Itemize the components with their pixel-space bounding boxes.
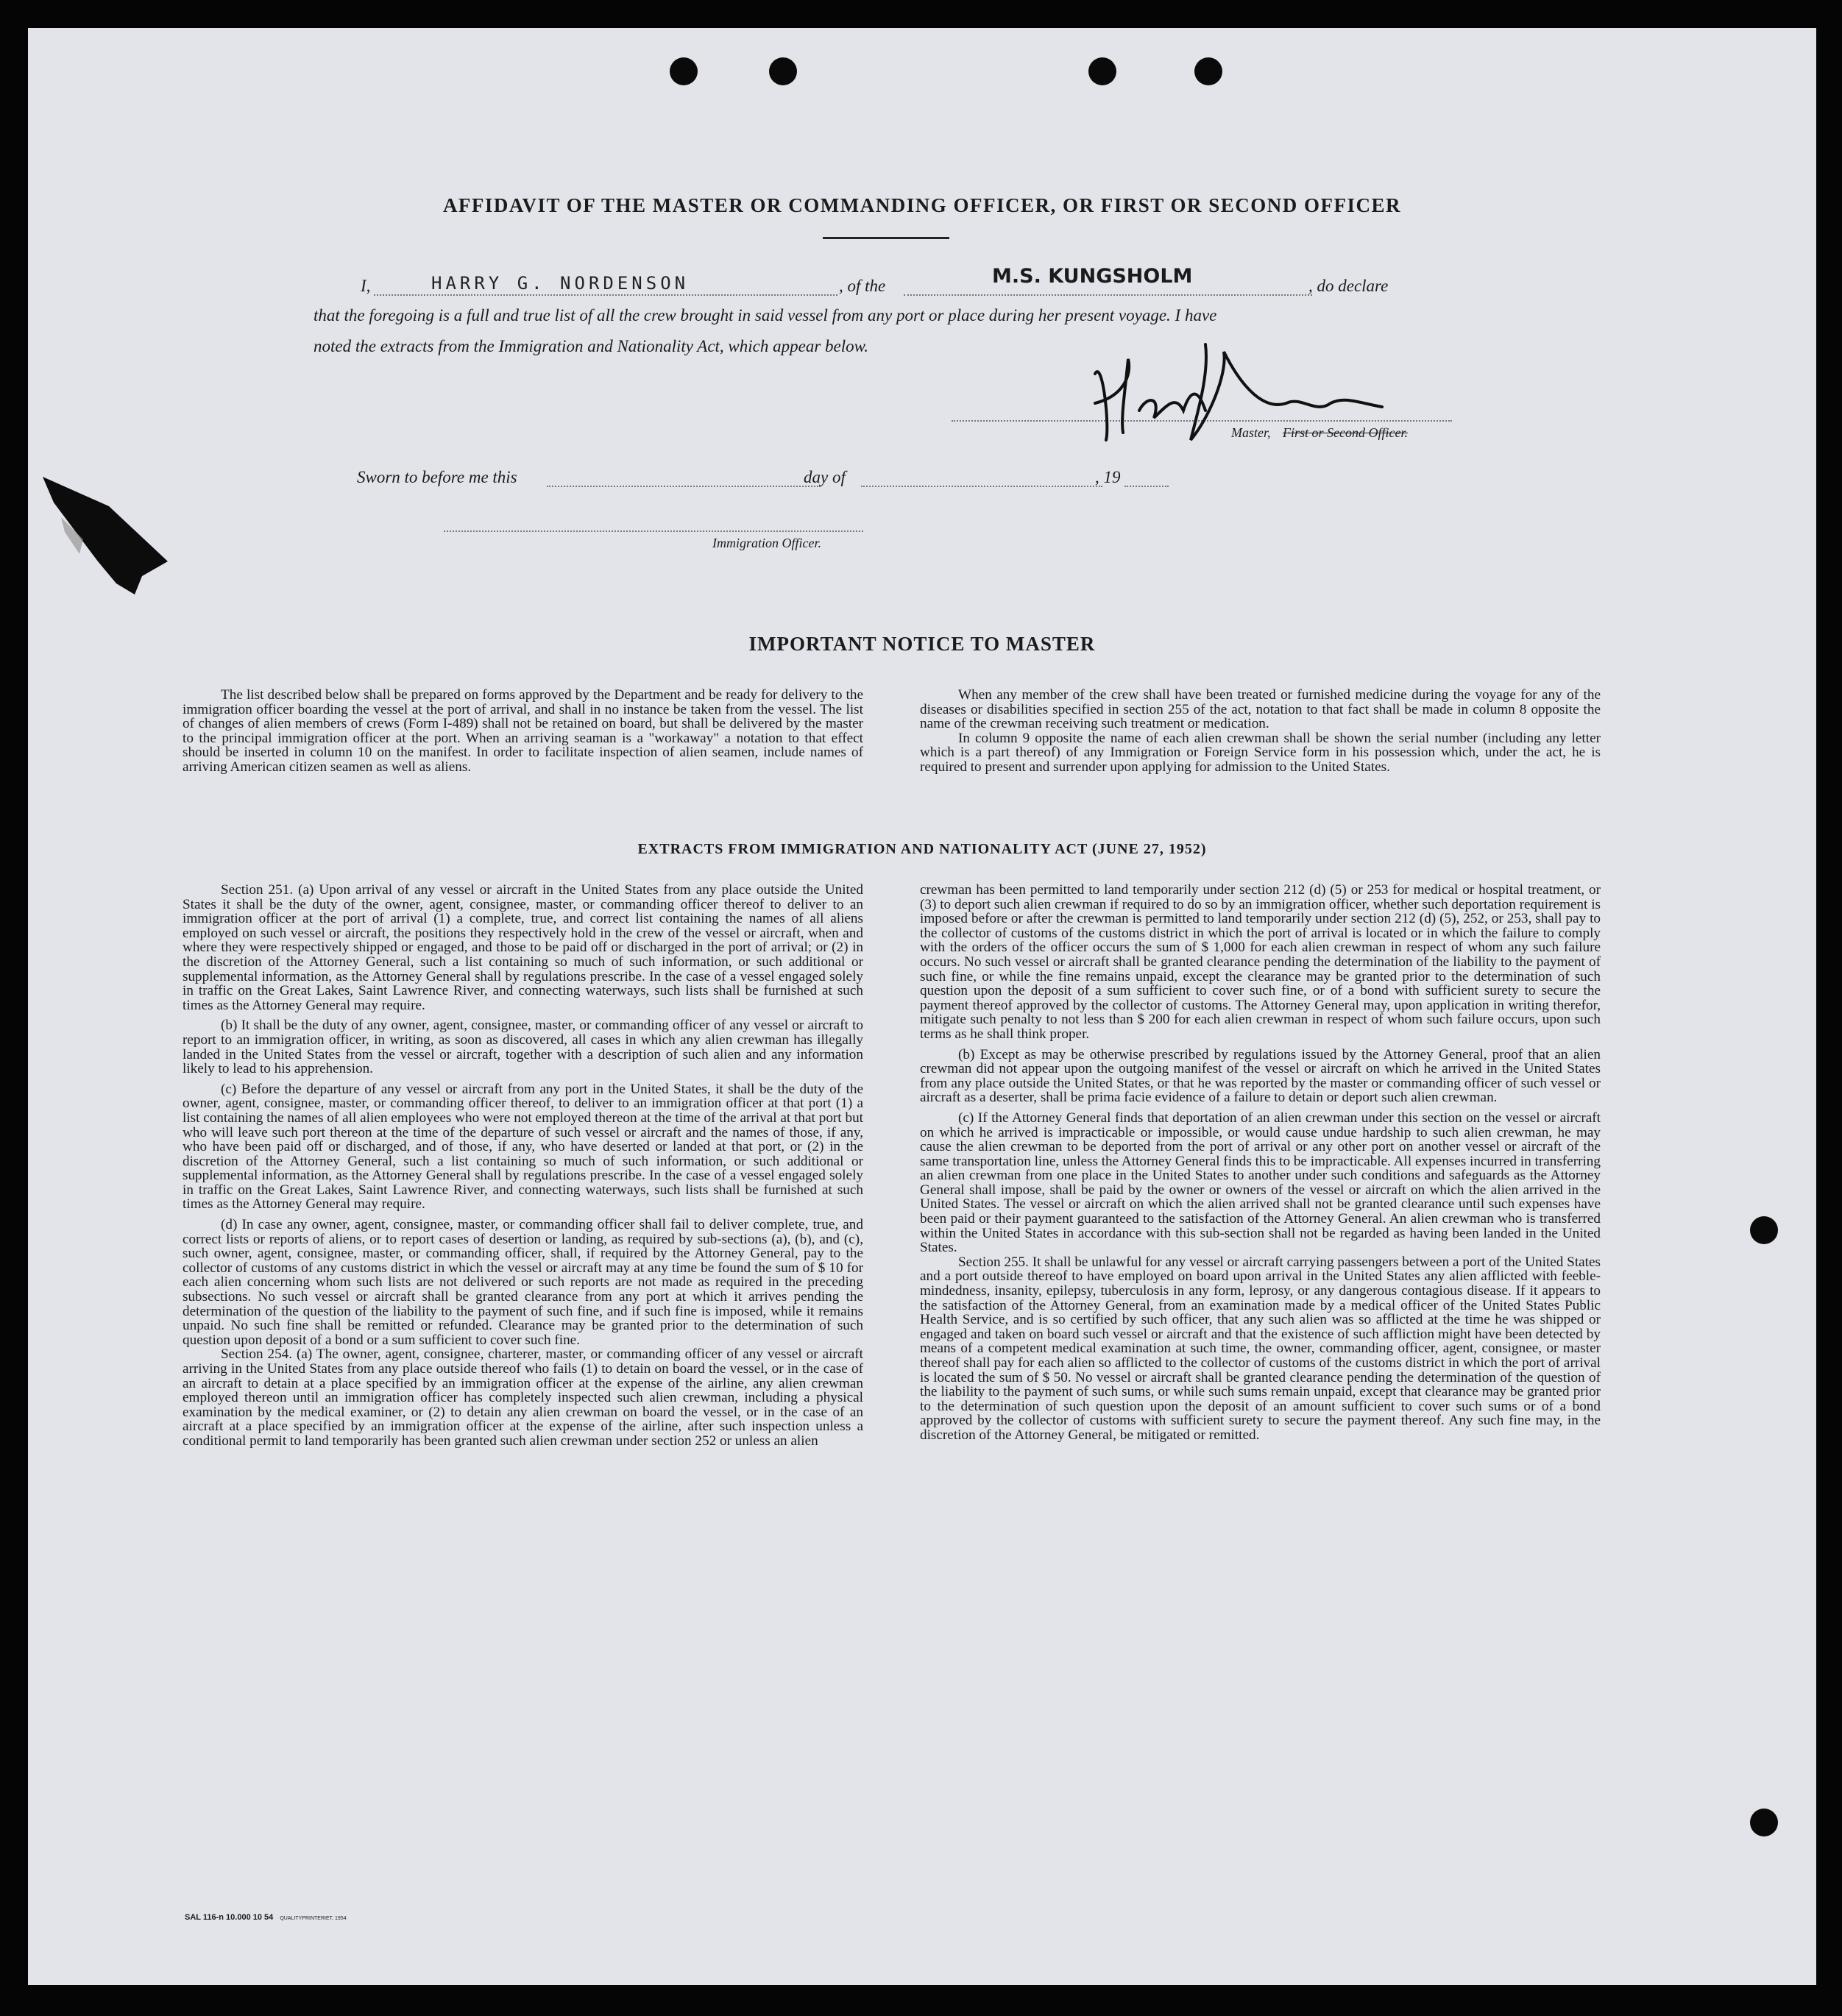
section-254-c: (c) If the Attorney General finds that deportation of an alien crewman under this section on the vessel or aircraft on which he arrived is impracticable or impossible, or would cause undue hardship to such alien crewman, he may cause the alien crewman to be deported from the port of arrival or any other port on another vessel or aircraft of the same transportation line, unless the Attorney General finds this to be impracticable. All expenses incurred in transferring an alien crewman from one place in the United States to another under such conditions and safeguards as the Attorney General shall impose, shall be paid by the owner or owners of the vessel or aircraft on which the alien arrived in the United States. The vessel or aircraft on which the alien arrived shall not be granted clearance until such expenses have been paid or their payment guaranteed to the satisfaction of the Attorney General. An alien crewman who is transferred within the United States in accordance with this sub-section shall not be regarded as having been landed in the United States. xyxy=(920,1110,1601,1256)
affidavit-title: AFFIDAVIT OF THE MASTER OR COMMANDING OFFICER, OR FIRST OR SECOND OFFICER xyxy=(442,194,1402,216)
form-id xyxy=(185,1913,347,1922)
extracts-left-column xyxy=(183,883,863,1449)
section-255: Section 255. It shall be unlawful for any vessel or aircraft carrying passengers between a port of the United States and a port outside thereof to have employed on board upon arrival in the United States any alien afflicted with feeble-mindedness, insanity, epilepsy, tuberculosis in any form, leprosy, or any dangerous contagious disease. If it appears to the satisfaction of the Attorney General, from an examination made by a medical officer of the United States Public Health Service, and is so certified by such officer, that any such alien was so afflicted at the time he was shipped or engaged and taken on board such vessel or aircraft and that the existence of such affliction might have been detected by means of a competent medical examination at such time, the owner, commanding officer, agent, consignee, or master thereof shall pay for each alien so afflicted to the collector of customs of the customs district in which the port of arrival is located the sum of $ 50. No vessel or aircraft shall be granted clearance pending the determination of the question of the liability to the payment of such sums, or while such sums remain unpaid, except that clearance may be granted prior to the determination of such question upon the deposit of an amount sufficient to cover such sums or of a bond approved by the collector of customs with sufficient surety to secure the payment thereof. Any such fine may, in the discretion of the Attorney General, be mitigated or remitted. xyxy=(920,1254,1601,1443)
notice-title: IMPORTANT NOTICE TO MASTER xyxy=(748,633,1096,655)
section-251-a: Section 251. (a) Upon arrival of any vessel or aircraft in the United States from any place outside the United States it shall be the duty of the owner, agent, consignee, master, or commanding officer thereof to deliver to an immigration officer at the port of arrival (1) a complete, true, and correct list containing the names of all aliens employed on such vessel or aircraft, the positions they respectively hold in the crew of the vessel or aircraft, when and where they were respectively shipped or engaged, and those to be paid off or discharged in the port of arrival; or (2) in the discretion of the Attorney General, such a list containing so much of such information, or such additional or supplemental information, as the Attorney General shall by regulations prescribe. In the case of a vessel engaged solely in traffic on the Great Lakes, Saint Lawrence River, and connecting waterways, such lists shall be furnished at such times as the Attorney General may require. xyxy=(183,882,863,1013)
punch-hole xyxy=(1088,57,1116,85)
notice-right-text-1: When any member of the crew shall have been treated or furnished medicine during the voyage for any of the diseases or disabilities specified in section 255 of the act, notation to that fact shall be made in column 8 opposite the name of the crewman receiving such treatment or medication. xyxy=(920,687,1601,732)
notice-left-text: The list described below shall be prepared on forms approved by the Department and be ready for delivery to the immigration officer boarding the vessel at the port of arrival, and shall in no instance be taken from the vessel. The list of changes of alien members of crews (Form I-489) shall not be retained on board, but shall be delivered by the master to the principal immigration officer at the port. When an arriving seaman is a "workaway" a notation to that effect should be inserted in column 10 on the manifest. In order to facilitate inspection of alien seamen, include names of arriving American citizen seamen as well as aliens. xyxy=(183,687,863,775)
struck-officer-label: First or Second Officer. xyxy=(1283,425,1408,440)
punch-hole xyxy=(1750,1216,1778,1244)
punch-hole xyxy=(1750,1809,1778,1836)
punch-hole xyxy=(670,57,698,85)
declare-label: , do declare xyxy=(1308,277,1389,295)
master-name: HARRY G. NORDENSON xyxy=(431,273,690,294)
notice-right-column xyxy=(920,688,1601,775)
year-line xyxy=(1124,486,1169,487)
section-251-d: (d) In case any owner, agent, consignee, master, or commanding officer shall fail to deliver complete, true, and correct lists or reports of aliens, or to report cases of desertion or landing, as required by sub-sections (a), (b), and (c), such owner, agent, consignee, master, or commanding officer, shall, if required by the Attorney General, pay to the collector of customs of any customs district in which the vessel or aircraft may at any time be found the sum of $ 10 for each alien concerning whom such lists are not delivered or such reports are not made as required in the preceding subsections. No such vessel or aircraft shall be granted clearance from any port at which it arrives pending the determination of the question of the liability to the payment of such fine, and if such fine is imposed, while it remains unpaid. No such fine shall be remitted or refunded. Clearance may be granted prior to the determination of such question upon deposit of a bond or a sum sufficient to cover such fine. xyxy=(183,1217,863,1348)
master-label: Master, xyxy=(1231,425,1271,440)
sworn-label: Sworn to before me this xyxy=(357,468,517,486)
of-the-label: , of the xyxy=(839,277,886,295)
form-number: SAL 116-n 10.000 10 54 xyxy=(185,1913,274,1922)
section-251-c: (c) Before the departure of any vessel or aircraft from any port in the United States, it shall be the duty of the owner, agent, consignee, master, or commanding officer thereof, to deliver to an immigration officer at that port (1) a list containing the names of all alien employees who were not employed thereon at the time of the arrival at that port but who will leave such port thereon at the time of the departure of such vessel or aircraft and the names of those, if any, who have been paid off or discharged, and of those, if any, who have deserted or landed at that port, or (2) in the discretion of the Attorney General, such a list containing so much of such information, or such additional or supplemental information, as the Attorney General shall by regulations prescribe. In the case of a vessel engaged solely in traffic on the Great Lakes, Saint Lawrence River, and connecting waterways, such lists shall be furnished at such times as the Attorney General may require. xyxy=(183,1081,863,1213)
affidavit-line-2: that the foregoing is a full and true list of all the crew brought in said vessel from any port or place during her present voyage. I have xyxy=(314,306,1217,324)
officer-label: Immigration Officer. xyxy=(712,536,821,550)
affidavit-line-3: noted the extracts from the Immigration and Nationality Act, which appear below. xyxy=(314,337,869,355)
ink-stain xyxy=(39,473,171,598)
section-254-a: Section 254. (a) The owner, agent, consignee, charterer, master, or commanding officer of any vessel or aircraft arriving in the United States from any place outside thereof who fails (1) to detain on board the vessel, or in the case of an aircraft to detain at a place specified by an immigration officer at the expense of the airline, any alien crewman employed thereon until an immigration officer has completely inspected such alien crewman, including a physical examination by the medical examiner, or (2) to detain any alien crewman on board the vessel, or in the case of an aircraft at a place specified by an immigration officer at the expense of the airline, after such inspection unless a conditional permit to land temporarily has been granted such alien crewman under section 252 or unless an alien xyxy=(183,1346,863,1449)
sworn-day-line xyxy=(547,486,821,487)
month-line xyxy=(861,486,1102,487)
section-254-b: (b) Except as may be otherwise prescribed by regulations issued by the Attorney General, proof that an alien crewman did not appear upon the outgoing manifest of the vessel or aircraft on which he arrived in the United States from any place outside the United States, or that he was reported by the master or commanding officer of such vessel or aircraft as a deserter, shall be prima facie evidence of a failure to detain or deport such alien crewman. xyxy=(920,1046,1601,1106)
name-line xyxy=(374,294,837,296)
punch-hole xyxy=(1194,57,1222,85)
extracts-right-column xyxy=(920,883,1601,1443)
notice-right-text-2: In column 9 opposite the name of each alien crewman shall be shown the serial number (including any letter which is a part thereof) of any Immigration or Foreign Service form in his possession which, under the act, he is required to present and surrender upon applying for admission to the United States. xyxy=(920,730,1601,775)
punch-hole xyxy=(769,57,797,85)
printer-name: QUALITYPRINTERIET, 1954 xyxy=(280,1916,347,1921)
year-label: , 19 xyxy=(1095,468,1121,486)
officer-signature-line xyxy=(444,530,863,532)
affidavit-pronoun: I, xyxy=(361,277,371,295)
day-of-label: day of xyxy=(804,468,846,486)
section-251-b: (b) It shall be the duty of any owner, agent, consignee, master, or commanding officer of any vessel or aircraft to report to an immigration officer, in writing, as soon as discovered, all cases in which any alien crewman has illegally landed in the United States from the vessel or aircraft, together with a description of such alien and any information likely to lead to his apprehension. xyxy=(183,1018,863,1077)
vessel-line xyxy=(904,294,1312,296)
notice-left-column xyxy=(183,688,863,775)
section-254-a-cont: crewman has been permitted to land temporarily under section 212 (d) (5) or 253 for medical or hospital treatment, or (3) to deport such alien crewman if required to do so by an immigration officer, whether such deportation requirement is imposed before or after the crewman is permitted to land temporarily under section 212 (d) (5), 252, or 253, shall pay to the collector of customs of the customs district in which the port of arrival is located or in which the failure to comply with the orders of the officer occurs the sum of $ 1,000 for each alien crewman in respect of whom any such failure occurs. No such vessel or aircraft shall be granted clearance pending the determination of the liability to the payment of such fine, or while the fine remains unpaid, except the clearance may be granted prior to the determination of such question upon the deposit of a sum sufficient to cover such fine, or of a bond with sufficient surety to secure the payment thereof approved by the collector of customs. The Attorney General may, upon application in writing therefor, mitigate such penalty to not less than $ 200 for each alien crewman in respect of whom such failure occurs, upon such terms as he shall think proper. xyxy=(920,882,1601,1042)
extracts-title: EXTRACTS FROM IMMIGRATION AND NATIONALITY ACT (JUNE 27, 1952) xyxy=(637,841,1207,857)
document-page xyxy=(28,28,1816,1985)
title-rule xyxy=(823,237,949,239)
vessel-name: M.S. KUNGSHOLM xyxy=(992,265,1193,288)
